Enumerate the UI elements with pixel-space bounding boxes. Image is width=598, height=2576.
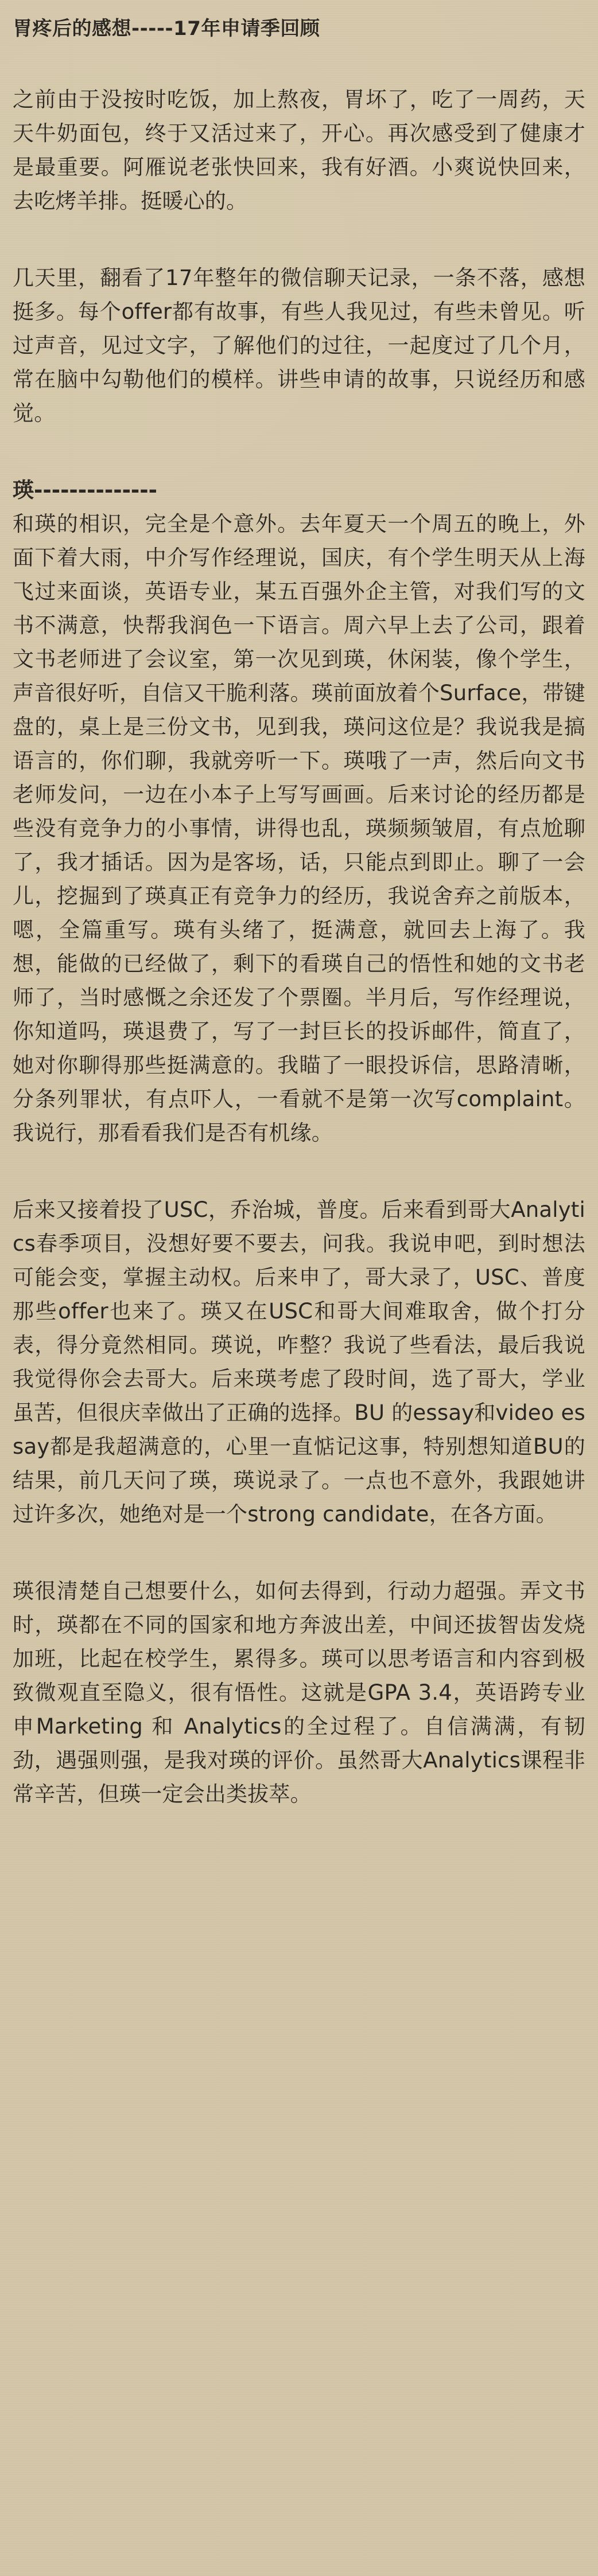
section-paragraph-2: 后来又接着投了USC，乔治城，普度。后来看到哥大Analytics春季项目，没想好要不要去，问我。我说申吧，到时想法可能会变，掌握主动权。后来申了，哥大录了，USC、普度那些offer也来了。瑛又在USC和哥大间难取舍，做个打分表，得分竟然相同。瑛说，咋整？我说了些看法，最后我说我觉得你会去哥大。后来瑛考虑了段时间，选了哥大，学业虽苦，但很庆幸做出了正确的选择。BU 的essay和video essay都是我超满意的，心里一直惦记这事，特别想知道BU的结果，前几天问了瑛，瑛说录了。一点也不意外，我跟她讲过许多次，她绝对是一个strong candidate，在各方面。 [13, 1197, 585, 1527]
intro-paragraph-2: 几天里，翻看了17年整年的微信聊天记录，一条不落，感想挺多。每个offer都有故事，有些人我见过，有些未曾见。听过声音，见过文字，了解他们的过往，一起度过了几个月，常在脑中勾勒他们的模样。讲些申请的故事，只说经历和感觉。 [13, 266, 585, 426]
intro-paragraph-1: 之前由于没按时吃饭，加上熬夜，胃坏了，吃了一周药，天天牛奶面包，终于又活过来了，开心。再次感受到了健康才是最重要。阿雁说老张快回来，我有好酒。小爽说快回来，去吃烤羊排。挺暖心的。 [13, 87, 585, 213]
article-title: 胃疼后的感想-----17年申请季回顾 [13, 17, 320, 40]
section-paragraph-3: 瑛很清楚自己想要什么，如何去得到，行动力超强。弄文书时，瑛都在不同的国家和地方奔波出差，中间还拔智齿发烧加班，比起在校学生，累得多。瑛可以思考语言和内容到极致微观直至隐义，很有悟性。这就是GPA 3.4，英语跨专业申Marketing 和 Analytics的全过程了。自信满满，有韧劲，遇强则强，是我对瑛的评价。虽然哥大Analytics课程非常辛苦，但瑛一定会出类拔萃。 [13, 1579, 585, 1806]
section-header-ying: 瑛-------------- [13, 478, 157, 502]
section-paragraph-1: 和瑛的相识，完全是个意外。去年夏天一个周五的晚上，外面下着大雨，中介写作经理说，国庆，有个学生明天从上海飞过来面谈，英语专业，某五百强外企主管，对我们写的文书不满意，快帮我润色一下语言。周六早上去了公司，跟着文书老师进了会议室，第一次见到瑛，休闲装，像个学生，声音很好听，自信又干脆利落。瑛前面放着个Surface，带键盘的，桌上是三份文书，见到我，瑛问这位是？我说我是搞语言的，你们聊，我就旁听一下。瑛哦了一声，然后向文书老师发问，一边在小本子上写写画画。后来讨论的经历都是些没有竞争力的小事情，讲得也乱，瑛频频皱眉，有点尬聊了，我才插话。因为是客场，话，只能点到即止。聊了一会儿，挖掘到了瑛真正有竞争力的经历，我说舍弃之前版本，嗯，全篇重写。瑛有头绪了，挺满意，就回去上海了。我想，能做的已经做了，剩下的看瑛自己的悟性和她的文书老师了，当时感慨之余还发了个票圈。半月后，写作经理说，你知道吗，瑛退费了，写了一封巨长的投诉邮件，简直了，她对你聊得那些挺满意的。我瞄了一眼投诉信，思路清晰，分条列罪状，有点吓人，一看就不是第一次写complaint。我说行，那看看我们是否有机缘。 [13, 512, 585, 1145]
